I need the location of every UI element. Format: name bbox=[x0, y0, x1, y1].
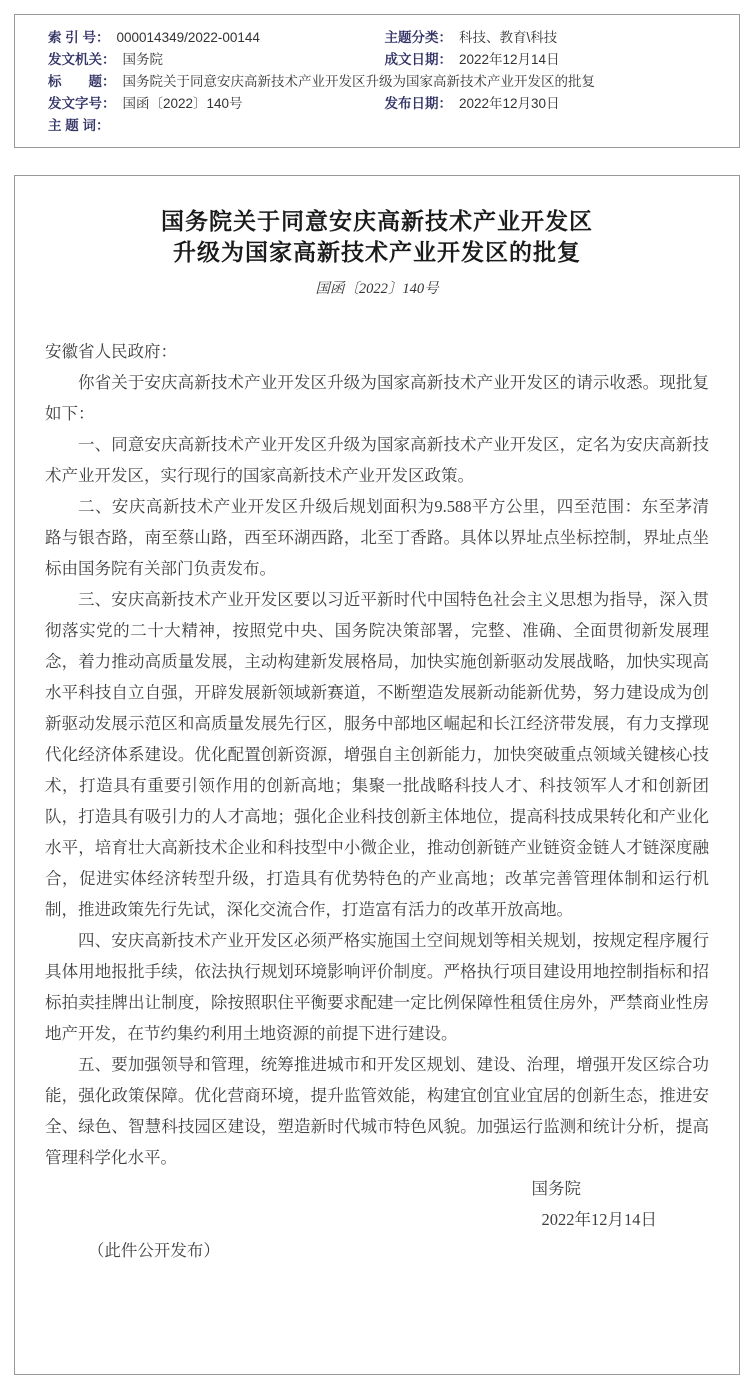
document-number: 国函〔2022〕140号 bbox=[315, 281, 439, 297]
paragraph-item-5: 五、要加强领导和管理，统筹推进城市和开发区规划、建设、治理，增强开发区综合功能，强化政策保障。优化营商环境，提升监管效能，构建宜创宜业宜居的创新生态，推进安全、绿色、智慧科技园区建设，塑造新时代城市特色风貌。加强运行监测和统计分析，提高管理科学化水平。 bbox=[45, 1055, 709, 1167]
category-value: 科技、教育\科技 bbox=[459, 30, 558, 45]
signature-org: 国务院 bbox=[531, 1179, 581, 1198]
title-value: 国务院关于同意安庆高新技术产业开发区升级为国家高新技术产业开发区的批复 bbox=[122, 74, 595, 89]
public-release-note: （此件公开发布） bbox=[87, 1241, 220, 1260]
document-title-line1: 国务院关于同意安庆高新技术产业开发区 bbox=[161, 209, 593, 234]
field-category bbox=[385, 27, 722, 49]
field-publish-date bbox=[385, 93, 722, 115]
field-doc-number bbox=[48, 93, 385, 115]
document-body bbox=[45, 336, 709, 1173]
metadata-row bbox=[48, 49, 721, 71]
metadata-row bbox=[48, 115, 721, 137]
doc-number-value: 国函〔2022〕140号 bbox=[122, 96, 243, 111]
keywords-label: 主 题 词： bbox=[48, 118, 110, 133]
written-date-label: 成文日期： bbox=[384, 52, 452, 67]
document-box bbox=[14, 175, 740, 1375]
doc-number-label: 发文字号： bbox=[48, 96, 116, 111]
field-index bbox=[48, 27, 385, 49]
publish-date-label: 发布日期： bbox=[384, 96, 452, 111]
index-label: 索 引 号： bbox=[48, 30, 110, 45]
paragraph-item-4: 四、安庆高新技术产业开发区必须严格实施国土空间规划等相关规划，按规定程序履行具体用地报批手续，依法执行规划环境影响评价制度。严格执行项目建设用地控制指标和招标拍卖挂牌出让制度，除按照职住平衡要求配建一定比例保障性租赁住房外，严禁商业性房地产开发，在节约集约利用土地资源的前提下进行建设。 bbox=[45, 931, 709, 1043]
signature-date: 2022年12月14日 bbox=[541, 1210, 657, 1229]
publish-date-value: 2022年12月30日 bbox=[459, 96, 560, 111]
agency-label: 发文机关： bbox=[48, 52, 116, 67]
metadata-row bbox=[48, 93, 721, 115]
metadata-box bbox=[14, 14, 740, 148]
title-label: 标 题： bbox=[48, 74, 116, 89]
paragraph-item-3: 三、安庆高新技术产业开发区要以习近平新时代中国特色社会主义思想为指导，深入贯彻落实党的二十大精神，按照党中央、国务院决策部署，完整、准确、全面贯彻新发展理念，着力推动高质量发展，主动构建新发展格局，加快实施创新驱动发展战略，加快实现高水平科技自立自强，开辟发展新领域新赛道，不断塑造发展新动能新优势，努力建设成为创新驱动发展示范区和高质量发展先行区，服务中部地区崛起和长江经济带发展，有力支撑现代化经济体系建设。优化配置创新资源，增强自主创新能力，加快突破重点领域关键核心技术，打造具有重要引领作用的创新高地；集聚一批战略科技人才、科技领军人才和创新团队，打造具有吸引力的人才高地；强化企业科技创新主体地位，提高科技成果转化和产业化水平，培育壮大高新技术企业和科技型中小微企业，推动创新链产业链资金链人才链深度融合，促进实体经济转型升级，打造具有优势特色的产业高地；改革完善管理体制和运行机制，推进政策先行先试，深化交流合作，打造富有活力的改革开放高地。 bbox=[45, 590, 709, 919]
paragraph-item-1: 一、同意安庆高新技术产业开发区升级为国家高新技术产业开发区，定名为安庆高新技术产业开发区，实行现行的国家高新技术产业开发区政策。 bbox=[45, 435, 709, 485]
field-written-date bbox=[385, 49, 722, 71]
index-value: 000014349/2022-00144 bbox=[116, 30, 260, 45]
agency-value: 国务院 bbox=[122, 52, 163, 67]
field-title bbox=[48, 71, 721, 93]
field-keywords bbox=[48, 115, 721, 137]
document-title-line2: 升级为国家高新技术产业开发区的批复 bbox=[173, 240, 581, 265]
category-label: 主题分类： bbox=[384, 30, 452, 45]
written-date-value: 2022年12月14日 bbox=[459, 52, 560, 67]
paragraph-intro: 你省关于安庆高新技术产业开发区升级为国家高新技术产业开发区的请示收悉。现批复如下： bbox=[45, 373, 709, 423]
metadata-row bbox=[48, 27, 721, 49]
field-agency bbox=[48, 49, 385, 71]
page bbox=[0, 14, 754, 1260]
metadata-row bbox=[48, 71, 721, 93]
paragraph-item-2: 二、安庆高新技术产业开发区升级后规划面积为9.588平方公里，四至范围：东至茅清路与银杏路，南至蔡山路，西至环湖西路，北至丁香路。具体以界址点坐标控制，界址点坐标由国务院有关部门负责发布。 bbox=[45, 497, 709, 578]
salutation: 安徽省人民政府： bbox=[45, 342, 177, 361]
